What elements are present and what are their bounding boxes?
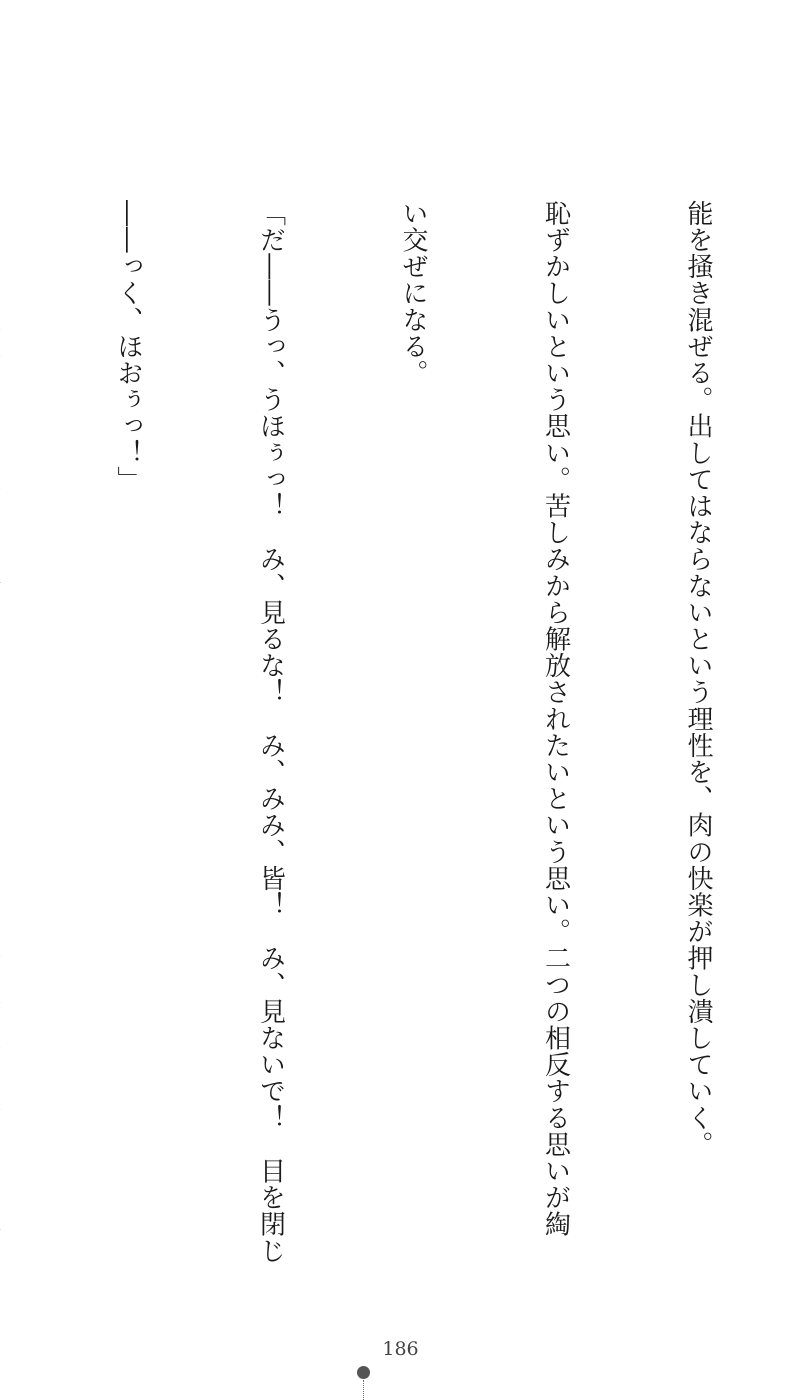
page-number: 186 xyxy=(382,1338,419,1360)
text-line: 「だ――うっ、うほぅっ！ み、見るな！ み、みみ、皆！ み、見ないで！ 目を閉じ xyxy=(255,200,286,1264)
text-line: 恥ずかしいという思い。苦しみから解放されたいという思い。二つの相反する思いが綯 xyxy=(540,200,571,1238)
text-line: 能を掻き混ぜる。出してはならないという理性を、肉の快楽が押し潰していく。 xyxy=(683,200,713,1158)
folio-thread-line xyxy=(363,1380,364,1400)
text-line: い交ぜになる。 xyxy=(398,200,428,387)
vertical-text-body xyxy=(51,200,721,1264)
folio-dot-icon xyxy=(357,1366,370,1379)
text-line xyxy=(0,200,9,1160)
text-line: ――っく、ほおぅっ！」 xyxy=(113,200,143,493)
